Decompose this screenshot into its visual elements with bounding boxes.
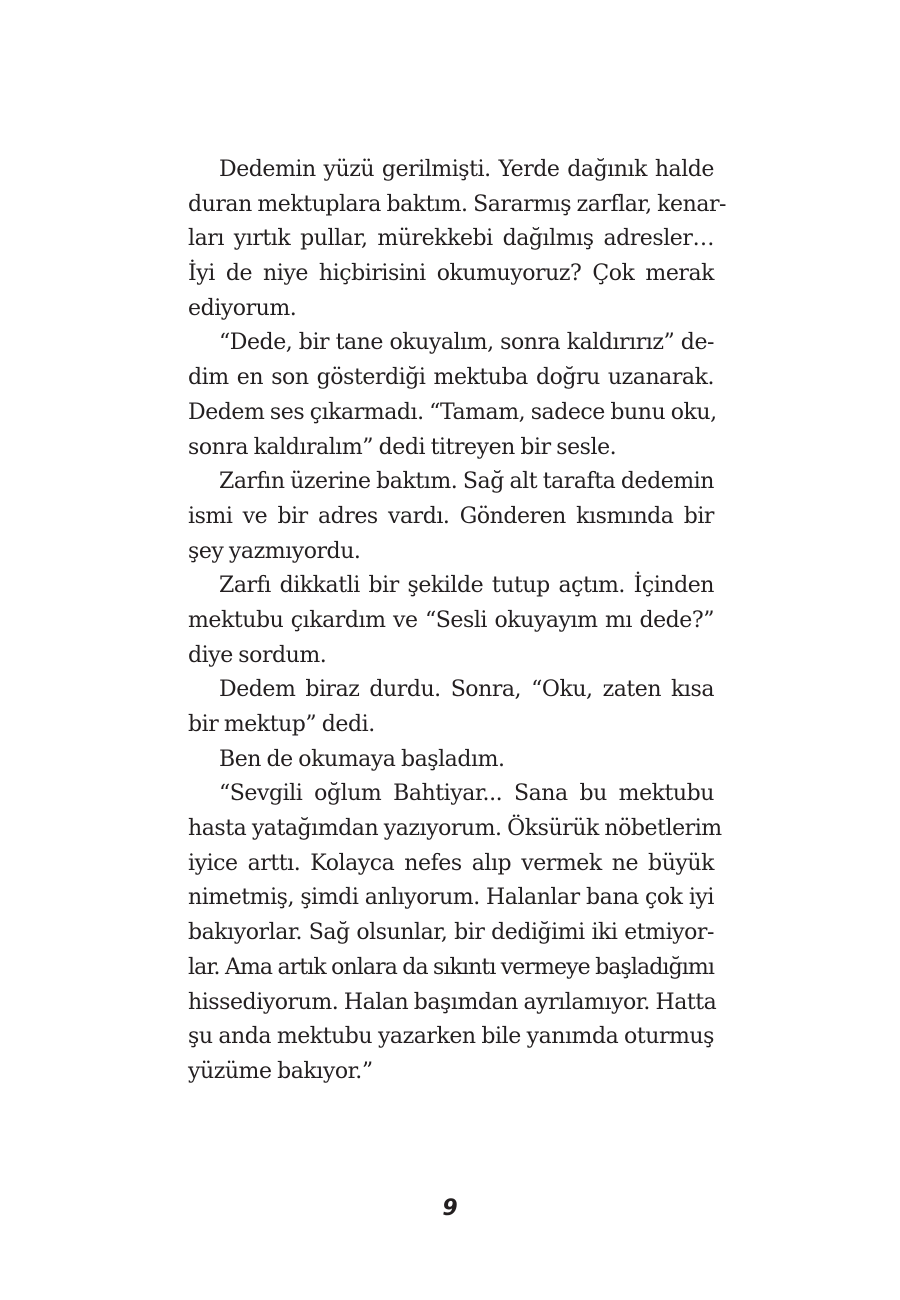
text-line: Ben de okumaya başladım. xyxy=(219,746,505,772)
text-line: duran mektuplara baktım. Sararmış zarflar, kenar- xyxy=(188,191,727,217)
page-number: 9 xyxy=(442,1196,458,1221)
text-line: bakıyorlar. Sağ olsunlar, bir dediğimi iki etmiyor- xyxy=(188,920,714,946)
text-line: hissediyorum. Halan başımdan ayrılamıyor. Hatta xyxy=(188,989,717,1015)
text-line: hasta yatağımdan yazıyorum. Öksürük nöbetlerim xyxy=(188,816,722,842)
text-line: iyice arttı. Kolayca nefes alıp vermek ne büyük xyxy=(188,850,714,876)
body-text xyxy=(188,153,727,1090)
text-line: ediyorum. xyxy=(188,295,297,321)
text-line: dim en son gösterdiği mektuba doğru uzanarak. xyxy=(188,365,714,391)
text-line: Zarfı dikkatli bir şekilde tutup açtım. İçinden xyxy=(219,573,714,599)
text-line: ismi ve bir adres vardı. Gönderen kısmında bir xyxy=(188,503,714,529)
text-line: şu anda mektubu yazarken bile yanımda oturmuş xyxy=(188,1024,714,1050)
text-line: şey yazmıyordu. xyxy=(188,538,361,564)
text-line: Dedemin yüzü gerilmişti. Yerde dağınık halde xyxy=(219,157,714,182)
text-line: “Dede, bir tane okuyalım, sonra kaldırırız” de- xyxy=(219,330,714,356)
text-line: diye sordum. xyxy=(188,642,327,668)
text-line: mektubu çıkardım ve “Sesli okuyayım mı dede?” xyxy=(188,607,714,633)
text-line: lar. Ama artık onlara da sıkıntı vermeye başladığımı xyxy=(188,954,714,980)
text-line: yüzüme bakıyor.” xyxy=(188,1058,373,1084)
text-line: Dedem biraz durdu. Sonra, “Oku, zaten kısa xyxy=(219,677,714,703)
text-line: nimetmiş, şimdi anlıyorum. Halanlar bana çok iyi xyxy=(188,885,714,911)
text-line: ları yırtık pullar, mürekkebi dağılmış adresler… xyxy=(188,226,714,252)
text-line: Zarfın üzerine baktım. Sağ alt tarafta dedemin xyxy=(219,469,714,495)
text-line: sonra kaldıralım” dedi titreyen bir sesle. xyxy=(188,434,617,460)
text-line: İyi de niye hiçbirisini okumuyoruz? Çok merak xyxy=(188,261,714,287)
text-line: Dedem ses çıkarmadı. “Tamam, sadece bunu oku, xyxy=(188,399,717,425)
text-line: “Sevgili oğlum Bahtiyar... Sana bu mektubu xyxy=(219,781,714,807)
text-line: bir mektup” dedi. xyxy=(188,712,375,737)
